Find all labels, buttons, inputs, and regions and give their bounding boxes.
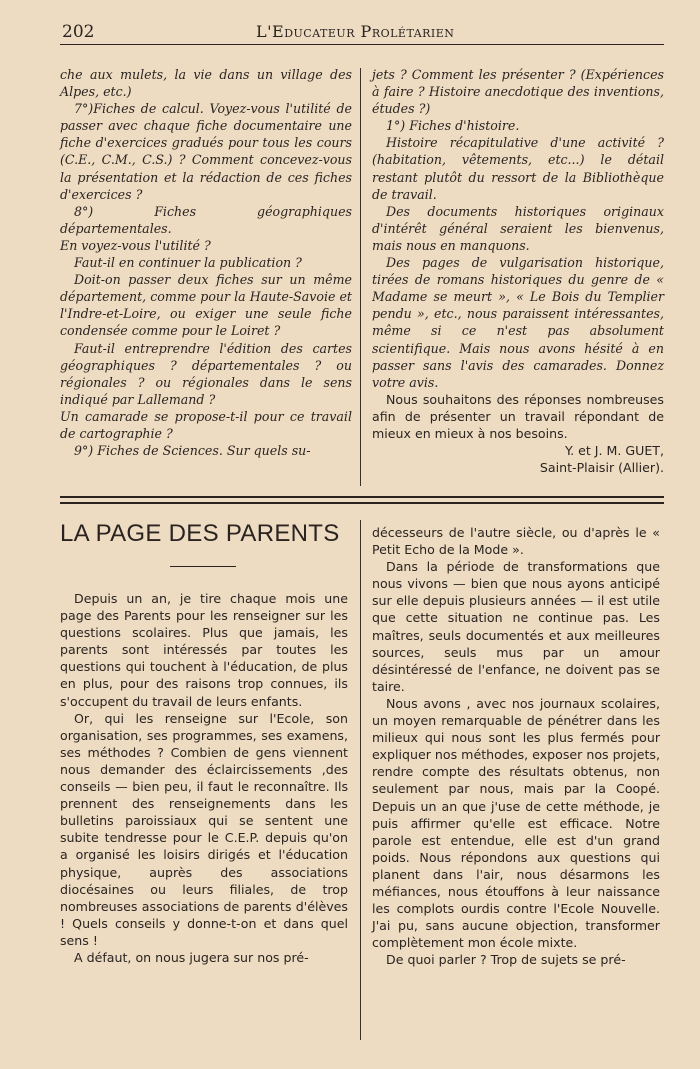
column-divider (360, 520, 361, 1040)
bottom-left-column (60, 590, 348, 966)
section-title: LA PAGE DES PARENTS (60, 520, 340, 547)
paragraph: Faut-il en continuer la publication ? (74, 255, 302, 271)
paragraph: A défaut, on nous jugera sur nos pré- (74, 949, 309, 965)
paragraph: Dans la période de transformations que nous vivons — bien que nous ayons anticipé sur elle depuis plusieurs années — il est utile que cette situation ne continue pas. Les maîtres, seuls documentés et aux meilleures sources, seuls mus par un amour désintéressé de l'enfance, ne doivent pas se taire. (372, 559, 660, 694)
journal-title: L'Educateur Prolétarien (256, 22, 455, 41)
signature-names: Y. et J. M. GUET, (564, 443, 664, 459)
paragraph: Des documents historiques originaux d'intérêt général seraient les bienvenus, mais nous en manquons. (372, 203, 664, 253)
paragraph: jets ? Comment les présenter ? (Expériences à faire ? Histoire anecdotique des inventions, études ?) (372, 67, 664, 117)
paragraph: Nous souhaitons des réponses nombreuses afin de présenter un travail répondant de mieux en mieux à nos besoins. (372, 391, 664, 441)
top-right-column (372, 66, 664, 476)
paragraph: En voyez-vous l'utilité ? (60, 237, 211, 253)
paragraph: décesseurs de l'autre siècle, ou d'après le « Petit Echo de la Mode ». (372, 525, 660, 558)
paragraph: Histoire récapitulative d'une activité ? (habitation, vêtements, etc...) le détail restant plutôt du ressort de la Bibliothèque de travail. (372, 135, 664, 202)
bottom-right-column (372, 524, 660, 968)
page-header (60, 22, 664, 45)
paragraph: 9°) Fiches de Sciences. Sur quels su- (74, 443, 311, 459)
top-left-column (60, 66, 352, 459)
paragraph: Des pages de vulgarisation historique, tirées de romans historiques du genre de « Madame se meurt », « Le Bois du Templier pendu », etc., nous paraissent intéressantes, même si ce n'est pas absolument scientifique. Mais nous avons hésité à en passer sans l'avis des camarades. Donnez votre avis. (372, 255, 664, 390)
paragraph: Or, qui les renseigne sur l'Ecole, son organisation, ses programmes, ses examens, ses méthodes ? Combien de gens viennent nous demander des éclaircissements ,des conseils — bien peu, il faut le reconnaître. Ils prennent des renseignements dans les bulletins paroissiaux qui se sentent une subite tendresse pour le C.E.P. depuis qu'on a organisé les loisirs dirigés et l'éducation physique, auprès des associations diocésaines ou leurs filiales, de trop nombreuses associations de parents d'élèves ! Quels conseils y donne-t-on et dans quel sens ! (60, 710, 348, 948)
paragraph: che aux mulets, la vie dans un village des Alpes, etc.) (60, 67, 352, 100)
paragraph: 8°) Fiches géographiques départementales. (60, 203, 352, 236)
paragraph: Faut-il entreprendre l'édition des cartes géographiques ? départementales ? ou régionales ? ou régionales dans le sens indiqué par Lallemand ? (60, 340, 352, 407)
paragraph: De quoi parler ? Trop de sujets se pré- (386, 952, 626, 968)
paragraph: 1°) Fiches d'histoire. (386, 118, 520, 134)
signature-place: Saint-Plaisir (Allier). (539, 460, 664, 476)
column-divider (360, 68, 361, 486)
paragraph: Depuis un an, je tire chaque mois une page des Parents pour les renseigner sur les questions scolaires. Plus que jamais, les parents sont intéressés par toutes les questions qui touchent à l'éducation, de plus en plus, pour des raisons trop connues, ils s'occupent du travail de leurs enfants. (60, 591, 348, 709)
title-underline (170, 566, 236, 567)
paragraph: Nous avons , avec nos journaux scolaires, un moyen remarquable de pénétrer dans les milieux qui nous sont les plus fermés pour expliquer nos méthodes, exposer nos projets, rendre compte des résultats obtenus, non seulement par nous, mais par la Coopé. Depuis un an que j'use de cette méthode, je puis affirmer qu'elle est efficace. Notre parole est entendue, elle est d'un grand poids. Nous répondons aux questions qui planent dans l'air, nous désarmons les méfiances, nous étouffons à leur naissance les complots ourdis contre l'Ecole Nouvelle. J'ai pu, sans aucune objection, transformer complètement mon école mixte. (372, 695, 660, 951)
paragraph: Un camarade se propose-t-il pour ce travail de cartographie ? (60, 408, 352, 441)
paragraph: 7°)Fiches de calcul. Voyez-vous l'utilité de passer avec chaque fiche documentaire une fiche d'exercices gradués pour tous les cours (C.E., C.M., C.S.) ? Comment concevez-vous la présentation et la rédaction de ces fiches d'exercices ? (60, 101, 352, 202)
paragraph: Doit-on passer deux fiches sur un même département, comme pour la Haute-Savoie et l'Indre-et-Loire, ou exiger une seule fiche condensée comme pour le Loiret ? (60, 272, 352, 339)
section-separator (60, 496, 664, 504)
page-number: 202 (62, 22, 95, 42)
